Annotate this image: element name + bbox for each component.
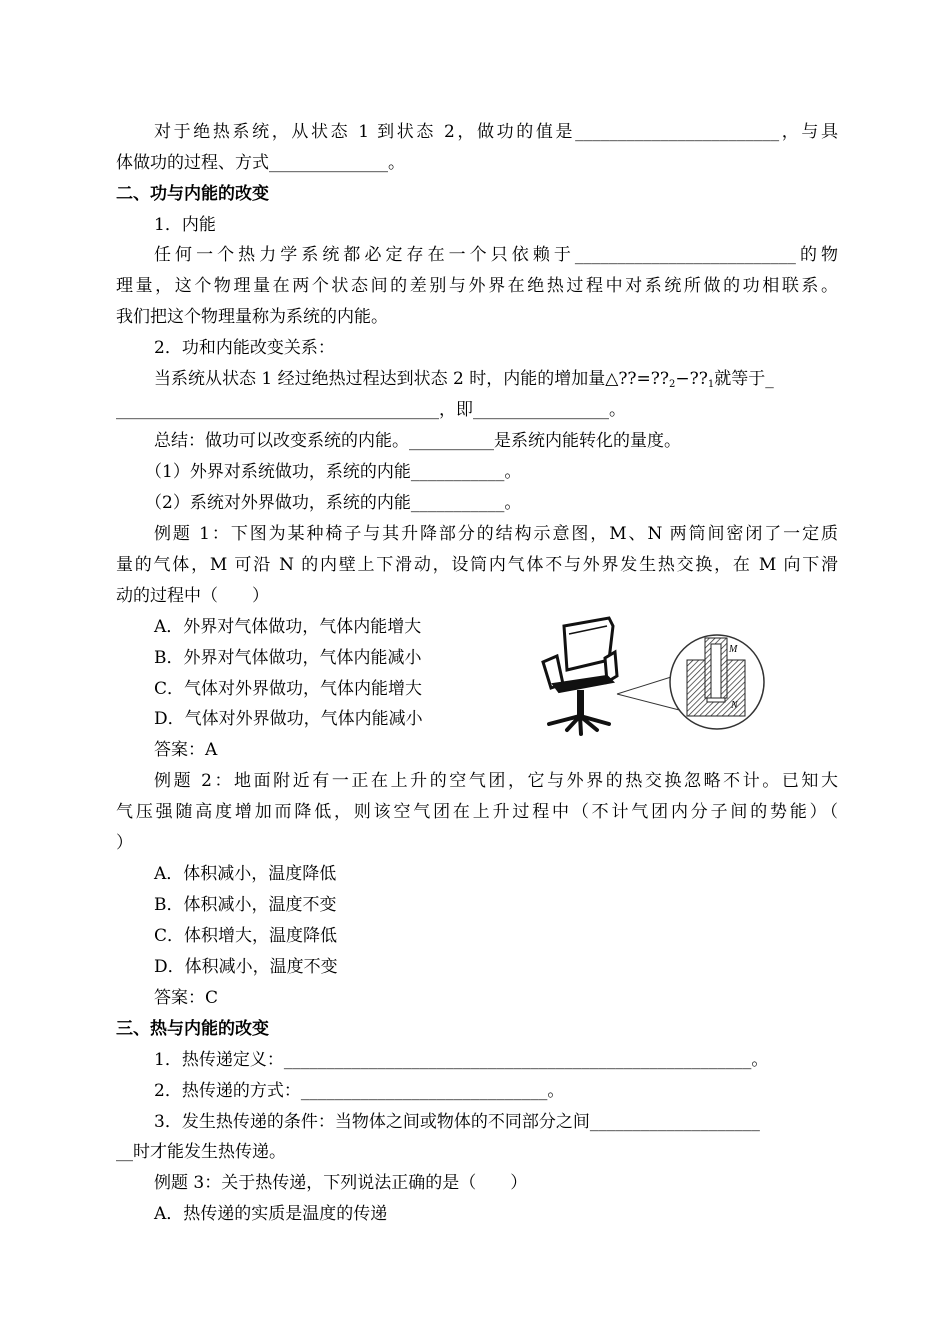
definition-line: 3．发生热传递的条件：当物体之间或物体的不同部分之间____________________ [154,1112,760,1132]
formula-text: −?? [675,369,708,389]
formula-subscript: 1 [707,379,715,390]
paragraph-line-formula [154,369,838,389]
chair-base [549,716,609,734]
section-heading-2: 二、功与内能的改变 [116,184,269,204]
example-2-question: ） [116,833,133,853]
formula-text: 就等于_ [714,369,774,389]
label-n: N [731,700,738,711]
definition-line: 2．热传递的方式：_____________________________。 [154,1081,565,1101]
chair-column [577,690,584,716]
summary-line: 总结：做功可以改变系统的内能。__________是系统内能转化的量度。 [154,431,681,451]
subheading-work-energy: 2．功和内能改变关系： [154,338,335,358]
paragraph-line: 任何一个热力学系统都必定存在一个只依赖于__________________________的物 [154,245,838,265]
example-1-answer: 答案：A [154,740,218,760]
subheading-internal-energy: 1．内能 [154,215,216,235]
example-1-question: 量的气体，M 可沿 N 的内壁上下滑动，设筒内气体不与外界发生热交换，在 M 向下滑 [116,555,838,575]
example-1-option-c: C．气体对外界做功，气体内能增大 [154,679,423,699]
example-1-option-b: B．外界对气体做功，气体内能减小 [154,648,422,668]
list-item: （2）系统对外界做功，系统的内能___________。 [145,493,522,513]
example-1-question: 例题 1：下图为某种椅子与其升降部分的结构示意图，M、N 两筒间密闭了一定质 [154,524,838,544]
example-3-question: 例题 3：关于热传递，下列说法正确的是（ ） [154,1173,528,1193]
example-2-option-b: B．体积减小，温度不变 [154,895,337,915]
paragraph-line: 体做功的过程、方式______________。 [116,153,405,173]
section-heading-3: 三、热与内能的改变 [116,1019,269,1039]
paragraph-line: 对于绝热系统，从状态 1 到状态 2，做功的值是________________________，与具 [154,122,838,142]
example-2-option-d: D．体积减小，温度不变 [154,957,338,977]
example-3-option-a: A．热传递的实质是温度的传递 [154,1204,388,1224]
label-m: M [729,644,738,655]
paragraph-line: ______________________________________，即________________。 [116,400,626,420]
example-2-option-c: C．体积增大，温度降低 [154,926,338,946]
chair-diagram [537,612,765,738]
example-2-question: 例题 2：地面附近有一正在上升的空气团，它与外界的热交换忽略不计。已知大 [154,771,838,791]
example-1-question: 动的过程中（ ） [116,586,269,606]
paragraph-line: 理量，这个物理量在两个状态间的差别与外界在绝热过程中对系统所做的功相联系。 [116,276,838,296]
paragraph-line: 我们把这个物理量称为系统的内能。 [116,307,388,327]
formula-subscript: 2 [669,379,676,390]
example-2-answer: 答案：C [154,988,219,1008]
formula-text: 当系统从状态 1 经过绝热过程达到状态 2 时，内能的增加量△??=?? [154,369,670,389]
definition-line: 1．热传递定义：_______________________________________________________。 [154,1050,769,1070]
example-2-option-a: A．体积减小，温度降低 [154,864,337,884]
definition-line: __时才能发生热传递。 [116,1142,286,1162]
example-1-option-d: D．气体对外界做功，气体内能减小 [154,709,423,729]
list-item: （1）外界对系统做功，系统的内能___________。 [145,462,522,482]
example-1-option-a: A．外界对气体做功，气体内能增大 [154,617,422,637]
example-2-question: 气压强随高度增加而降低，则该空气团在上升过程中（不计气团内分子间的势能）（ [116,802,838,822]
